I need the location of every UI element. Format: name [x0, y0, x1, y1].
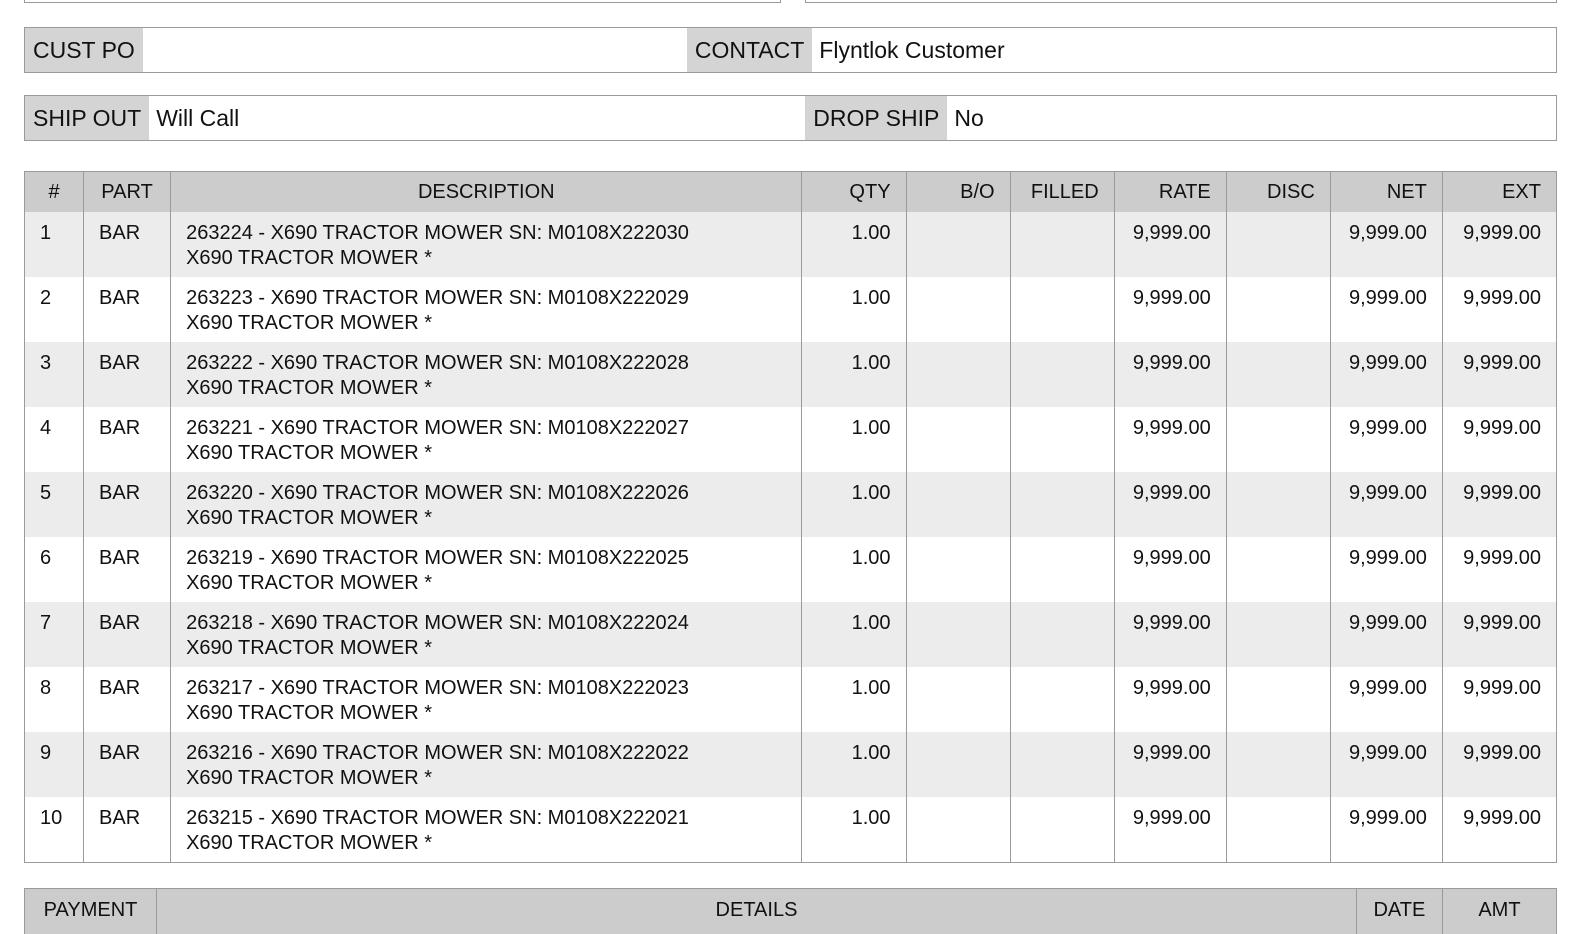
- table-row: [25, 732, 1557, 797]
- previous-box-right: [805, 0, 1557, 3]
- backorder-cell: [906, 342, 1010, 407]
- description-cell: [171, 602, 802, 667]
- ext-cell: 9,999.00: [1442, 212, 1556, 277]
- part-cell: BAR: [84, 602, 171, 667]
- description-cell: [171, 342, 802, 407]
- column-header-description: DESCRIPTION: [171, 172, 802, 213]
- part-cell: BAR: [84, 667, 171, 732]
- line-items-body: [25, 212, 1557, 863]
- contact-label: CONTACT: [687, 28, 812, 72]
- row-number: 7: [25, 602, 84, 667]
- description-line-2: X690 TRACTOR MOWER *: [186, 442, 433, 464]
- disc-cell: [1226, 472, 1330, 537]
- column-header-ext: EXT: [1442, 172, 1556, 213]
- disc-cell: [1226, 732, 1330, 797]
- column-header-disc: DISC: [1226, 172, 1330, 213]
- description-line-2: X690 TRACTOR MOWER *: [186, 572, 433, 594]
- ext-cell: 9,999.00: [1442, 602, 1556, 667]
- column-header-number: #: [25, 172, 84, 213]
- filled-cell: [1010, 602, 1114, 667]
- drop-ship-value: No: [954, 104, 984, 131]
- description-cell: [171, 797, 802, 863]
- filled-cell: [1010, 212, 1114, 277]
- column-header-payment: PAYMENT: [25, 889, 157, 934]
- rate-cell: 9,999.00: [1114, 797, 1226, 863]
- part-cell: BAR: [84, 732, 171, 797]
- filled-cell: [1010, 537, 1114, 602]
- line-items-table: [24, 171, 1557, 863]
- net-cell: 9,999.00: [1330, 407, 1442, 472]
- disc-cell: [1226, 667, 1330, 732]
- net-cell: 9,999.00: [1330, 342, 1442, 407]
- table-row: [25, 472, 1557, 537]
- filled-cell: [1010, 797, 1114, 863]
- description-line-1: 263219 - X690 TRACTOR MOWER SN: M0108X222025: [186, 547, 689, 569]
- customer-info-row: [24, 27, 1557, 73]
- column-header-net: NET: [1330, 172, 1442, 213]
- description-line-2: X690 TRACTOR MOWER *: [186, 767, 433, 789]
- backorder-cell: [906, 212, 1010, 277]
- table-row: [25, 667, 1557, 732]
- description-cell: [171, 407, 802, 472]
- qty-cell: 1.00: [802, 472, 906, 537]
- filled-cell: [1010, 407, 1114, 472]
- net-cell: 9,999.00: [1330, 277, 1442, 342]
- column-header-qty: QTY: [802, 172, 906, 213]
- backorder-cell: [906, 472, 1010, 537]
- ext-cell: 9,999.00: [1442, 667, 1556, 732]
- cust-po-label: CUST PO: [25, 28, 143, 72]
- row-number: 2: [25, 277, 84, 342]
- description-line-2: X690 TRACTOR MOWER *: [186, 312, 433, 334]
- net-cell: 9,999.00: [1330, 472, 1442, 537]
- description-line-1: 263224 - X690 TRACTOR MOWER SN: M0108X222030: [186, 222, 689, 244]
- row-number: 10: [25, 797, 84, 863]
- description-line-1: 263222 - X690 TRACTOR MOWER SN: M0108X222028: [186, 352, 689, 374]
- ext-cell: 9,999.00: [1442, 732, 1556, 797]
- column-header-backorder: B/O: [906, 172, 1010, 213]
- part-cell: BAR: [84, 472, 171, 537]
- ship-out-value: Will Call: [156, 104, 240, 131]
- description-line-1: 263218 - X690 TRACTOR MOWER SN: M0108X222024: [186, 612, 689, 634]
- column-header-date: DATE: [1356, 889, 1442, 934]
- rate-cell: 9,999.00: [1114, 277, 1226, 342]
- qty-cell: 1.00: [802, 537, 906, 602]
- part-cell: BAR: [84, 277, 171, 342]
- disc-cell: [1226, 342, 1330, 407]
- filled-cell: [1010, 277, 1114, 342]
- filled-cell: [1010, 472, 1114, 537]
- shipping-info-row: [24, 95, 1557, 141]
- payments-header-row: [25, 889, 1557, 934]
- rate-cell: 9,999.00: [1114, 342, 1226, 407]
- description-line-2: X690 TRACTOR MOWER *: [186, 832, 433, 854]
- ext-cell: 9,999.00: [1442, 472, 1556, 537]
- disc-cell: [1226, 212, 1330, 277]
- net-cell: 9,999.00: [1330, 797, 1442, 863]
- rate-cell: 9,999.00: [1114, 212, 1226, 277]
- description-line-1: 263216 - X690 TRACTOR MOWER SN: M0108X222022: [186, 742, 689, 764]
- row-number: 5: [25, 472, 84, 537]
- ext-cell: 9,999.00: [1442, 342, 1556, 407]
- qty-cell: 1.00: [802, 797, 906, 863]
- description-cell: [171, 732, 802, 797]
- backorder-cell: [906, 537, 1010, 602]
- description-line-1: 263223 - X690 TRACTOR MOWER SN: M0108X222029: [186, 287, 689, 309]
- description-cell: [171, 212, 802, 277]
- description-line-1: 263220 - X690 TRACTOR MOWER SN: M0108X222026: [186, 482, 689, 504]
- rate-cell: 9,999.00: [1114, 537, 1226, 602]
- column-header-details: DETAILS: [157, 889, 1357, 934]
- row-number: 3: [25, 342, 84, 407]
- part-cell: BAR: [84, 407, 171, 472]
- disc-cell: [1226, 537, 1330, 602]
- backorder-cell: [906, 407, 1010, 472]
- table-row: [25, 277, 1557, 342]
- description-cell: [171, 537, 802, 602]
- ext-cell: 9,999.00: [1442, 277, 1556, 342]
- disc-cell: [1226, 797, 1330, 863]
- backorder-cell: [906, 732, 1010, 797]
- rate-cell: 9,999.00: [1114, 472, 1226, 537]
- row-number: 6: [25, 537, 84, 602]
- table-row: [25, 212, 1557, 277]
- row-number: 1: [25, 212, 84, 277]
- cust-po-value: [143, 28, 687, 72]
- disc-cell: [1226, 277, 1330, 342]
- description-line-1: 263217 - X690 TRACTOR MOWER SN: M0108X222023: [186, 677, 689, 699]
- disc-cell: [1226, 407, 1330, 472]
- qty-cell: 1.00: [802, 602, 906, 667]
- qty-cell: 1.00: [802, 212, 906, 277]
- net-cell: 9,999.00: [1330, 537, 1442, 602]
- backorder-cell: [906, 277, 1010, 342]
- table-row: [25, 407, 1557, 472]
- description-line-2: X690 TRACTOR MOWER *: [186, 507, 433, 529]
- net-cell: 9,999.00: [1330, 667, 1442, 732]
- row-number: 4: [25, 407, 84, 472]
- filled-cell: [1010, 342, 1114, 407]
- description-line-2: X690 TRACTOR MOWER *: [186, 247, 433, 269]
- description-cell: [171, 472, 802, 537]
- drop-ship-label: DROP SHIP: [805, 96, 947, 140]
- description-cell: [171, 277, 802, 342]
- filled-cell: [1010, 667, 1114, 732]
- part-cell: BAR: [84, 537, 171, 602]
- rate-cell: 9,999.00: [1114, 602, 1226, 667]
- qty-cell: 1.00: [802, 342, 906, 407]
- disc-cell: [1226, 602, 1330, 667]
- ext-cell: 9,999.00: [1442, 797, 1556, 863]
- description-line-2: X690 TRACTOR MOWER *: [186, 702, 433, 724]
- column-header-rate: RATE: [1114, 172, 1226, 213]
- part-cell: BAR: [84, 212, 171, 277]
- column-header-part: PART: [84, 172, 171, 213]
- table-row: [25, 797, 1557, 863]
- part-cell: BAR: [84, 797, 171, 863]
- filled-cell: [1010, 732, 1114, 797]
- description-line-1: 263221 - X690 TRACTOR MOWER SN: M0108X222027: [186, 417, 689, 439]
- qty-cell: 1.00: [802, 667, 906, 732]
- description-cell: [171, 667, 802, 732]
- description-line-2: X690 TRACTOR MOWER *: [186, 637, 433, 659]
- backorder-cell: [906, 797, 1010, 863]
- table-row: [25, 602, 1557, 667]
- backorder-cell: [906, 602, 1010, 667]
- qty-cell: 1.00: [802, 277, 906, 342]
- table-row: [25, 342, 1557, 407]
- payments-table: [24, 888, 1557, 934]
- rate-cell: 9,999.00: [1114, 667, 1226, 732]
- ext-cell: 9,999.00: [1442, 537, 1556, 602]
- qty-cell: 1.00: [802, 732, 906, 797]
- rate-cell: 9,999.00: [1114, 732, 1226, 797]
- column-header-filled: FILLED: [1010, 172, 1114, 213]
- table-header-row: [25, 172, 1557, 213]
- part-cell: BAR: [84, 342, 171, 407]
- backorder-cell: [906, 667, 1010, 732]
- contact-value: Flyntlok Customer: [819, 36, 1005, 63]
- description-line-1: 263215 - X690 TRACTOR MOWER SN: M0108X222021: [186, 807, 689, 829]
- net-cell: 9,999.00: [1330, 602, 1442, 667]
- previous-box-left: [24, 0, 781, 3]
- rate-cell: 9,999.00: [1114, 407, 1226, 472]
- row-number: 8: [25, 667, 84, 732]
- row-number: 9: [25, 732, 84, 797]
- description-line-2: X690 TRACTOR MOWER *: [186, 377, 433, 399]
- ext-cell: 9,999.00: [1442, 407, 1556, 472]
- table-row: [25, 537, 1557, 602]
- ship-out-label: SHIP OUT: [25, 96, 149, 140]
- net-cell: 9,999.00: [1330, 732, 1442, 797]
- column-header-amt: AMT: [1442, 889, 1556, 934]
- qty-cell: 1.00: [802, 407, 906, 472]
- net-cell: 9,999.00: [1330, 212, 1442, 277]
